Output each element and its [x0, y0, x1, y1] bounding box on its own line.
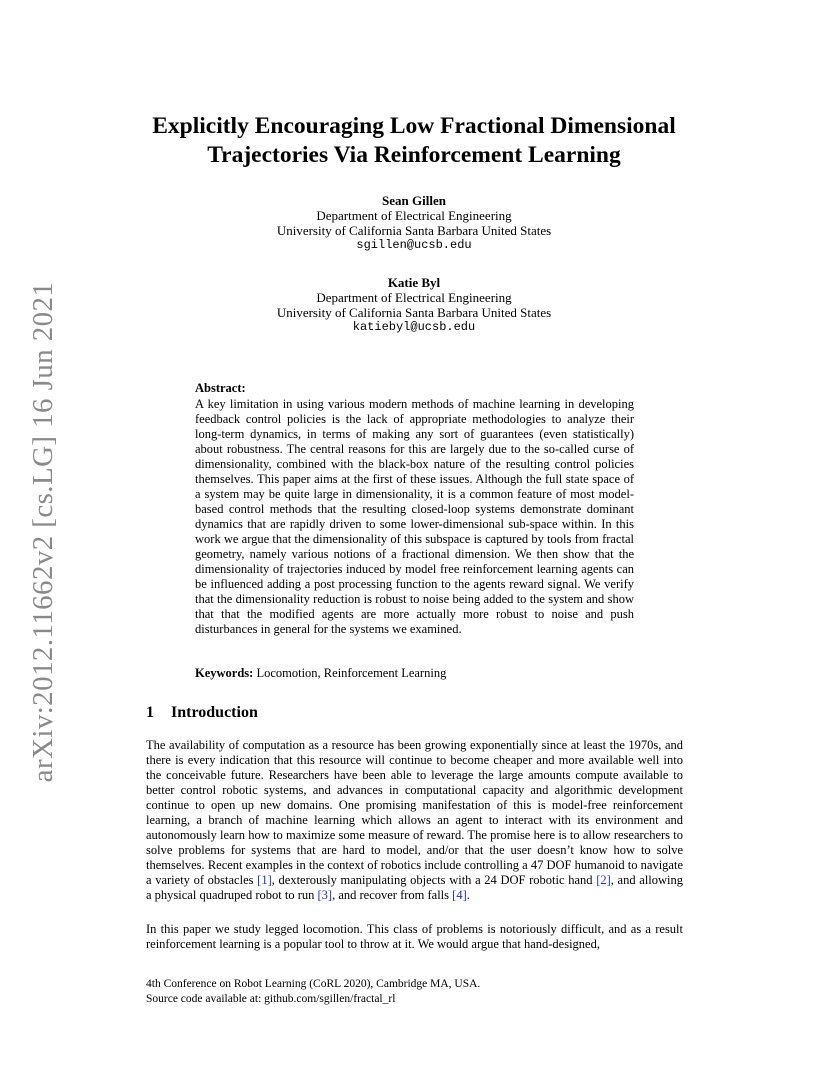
section-number: 1: [146, 704, 154, 721]
abstract: [195, 381, 634, 637]
arxiv-stamp: arXiv:2012.11662v2 [cs.LG] 16 Jun 2021: [27, 281, 59, 783]
citation-link[interactable]: [3]: [317, 888, 333, 902]
paragraph-text: , and allowing a physical quadruped robot to run: [146, 873, 684, 902]
paragraph-text: .: [466, 888, 470, 902]
author-department: Department of Electrical Engineering: [316, 290, 512, 305]
title-line-1: Explicitly Encouraging Low Fractional Dimensional: [152, 113, 676, 139]
keywords-label: Keywords:: [195, 666, 254, 680]
citation-link[interactable]: [1]: [257, 873, 272, 887]
abstract-body: A key limitation in using various modern methods of machine learning in developing feedback control policies is the lack of appropriate methodologies to analyze their long-term dynamics, in terms of making any sort of guarantees (even statistically) about robustness. The central reasons for this are largely due to the so-called curse of dimensionality, combined with the black-box nature of the resulting control policies themselves. This paper aims at the first of these issues. Although the full state space of a system may be quite large in dimensionality, it is a common feature of most model-based control methods that the resulting closed-loop systems demonstrate dominant dynamics that are rapidly driven to some lower-dimensional sub-space within. In this work we argue that the dimensionality of this subspace is captured by tools from fractal geometry, namely various notions of a fractional dimension. We then show that the dimensionality of trajectories induced by model free reinforcement learning agents can be influenced adding a post processing function to the agents reward signal. We verify that the dimensionality reduction is robust to noise being added to the system and show that that the modified agents are more actually more robust to noise and push disturbances in general for the systems we examined.: [195, 397, 634, 636]
author-affiliation: University of California Santa Barbara United States: [276, 223, 552, 238]
author-email[interactable]: katiebyl@ucsb.edu: [352, 320, 476, 334]
conference-footnote: 4th Conference on Robot Learning (CoRL 2020), Cambridge MA, USA.: [146, 978, 481, 990]
paragraph-text: , dexterously manipulating objects with a 24 DOF robotic hand: [271, 873, 597, 887]
section-title: Introduction: [171, 704, 258, 721]
keywords: [195, 666, 634, 681]
author-email[interactable]: sgillen@ucsb.edu: [356, 238, 472, 252]
footnotes: [146, 977, 683, 1007]
author-name: Sean Gillen: [382, 193, 446, 208]
author-name: Katie Byl: [387, 275, 441, 290]
intro-paragraph: In this paper we study legged locomotion. This class of problems is notoriously difficult, and as a result reinforcement learning is a popular tool to throw at it. We would argue that hand-designed,: [146, 922, 683, 951]
citation-link[interactable]: [4]: [452, 888, 467, 902]
intro-paragraph: [146, 738, 683, 903]
title-line-2: Trajectories Via Reinforcement Learning: [207, 142, 621, 168]
abstract-heading: Abstract:: [195, 381, 246, 395]
author-block: [144, 275, 684, 335]
citation-link[interactable]: [2]: [596, 873, 611, 887]
paragraph-text: The availability of computation as a resource has been growing exponentially since at least the 1970s, and there is every indication that this resource will continue to become cheaper and more available well into the conceivable future. Researchers have been able to leverage the large amounts compute available to better control robotic systems, and advances in computational capacity and algorithmic development continue to open up new domains. One promising manifestation of this is model-free reinforcement learning, a branch of machine learning which allows an agent to interact with its environment and autonomously learn how to maximize some measure of reward. The promise here is to allow researchers to solve problems for systems that are hard to model, and/or that the user doesn’t know how to solve themselves. Recent examples in the context of robotics include controlling a 47 DOF humanoid to navigate a variety of obstacles: [146, 738, 683, 887]
author-block: [144, 193, 684, 253]
author-affiliation: University of California Santa Barbara United States: [276, 305, 552, 320]
section-heading: [146, 704, 258, 722]
source-footnote: Source code available at: github.com/sgillen/fractal_rl: [146, 993, 396, 1005]
paper-title: [100, 112, 728, 170]
author-department: Department of Electrical Engineering: [316, 208, 512, 223]
paragraph-text: , and recover from falls: [332, 888, 453, 902]
keywords-value: Locomotion, Reinforcement Learning: [256, 666, 447, 680]
